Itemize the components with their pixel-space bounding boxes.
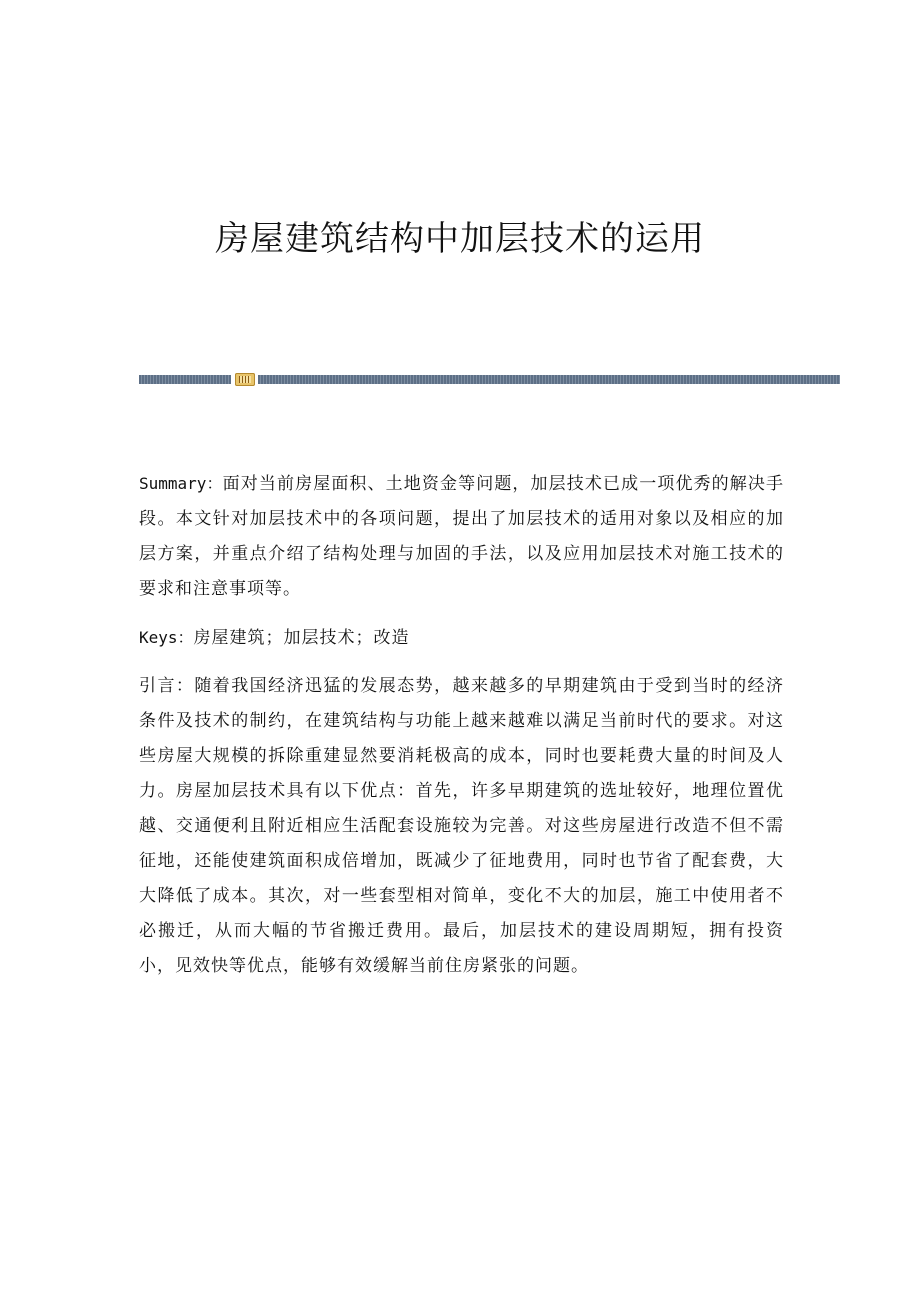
introduction-label: 引言： xyxy=(139,676,195,696)
keys-paragraph xyxy=(139,620,784,656)
document-body xyxy=(139,466,784,984)
introduction-text: 随着我国经济迅猛的发展态势，越来越多的早期建筑由于受到当时的经济条件及技术的制约，在建筑结构与功能上越来越难以满足当前时代的要求。对这些房屋大规模的拆除重建显然要消耗极高的成本，同时也要耗费大量的时间及人力。房屋加层技术具有以下优点：首先，许多早期建筑的选址较好，地理位置优越、交通便利且附近相应生活配套设施较为完善。对这些房屋进行改造不但不需征地，还能使建筑面积成倍增加，既减少了征地费用，同时也节省了配套费，大大降低了成本。其次，对一些套型相对简单，变化不大的加层，施工中使用者不必搬迁，从而大幅的节省搬迁费用。最后，加层技术的建设周期短，拥有投资小，见效快等优点，能够有效缓解当前住房紧张的问题。 xyxy=(139,676,785,976)
title-divider-left xyxy=(139,375,231,384)
summary-label: Summary： xyxy=(139,474,223,493)
introduction-paragraph xyxy=(139,669,784,984)
title-divider-right xyxy=(258,375,840,384)
divider-ornament-icon xyxy=(235,373,255,386)
keys-label: Keys： xyxy=(139,628,194,647)
summary-text: 面对当前房屋面积、土地资金等问题，加层技术已成一项优秀的解决手段。本文针对加层技术中的各项问题，提出了加层技术的适用对象以及相应的加层方案，并重点介绍了结构处理与加固的手法，以及应用加层技术对施工技术的要求和注意事项等。 xyxy=(139,474,784,599)
document-title: 房屋建筑结构中加层技术的运用 xyxy=(215,219,705,259)
summary-paragraph xyxy=(139,466,784,607)
keys-text: 房屋建筑；加层技术；改造 xyxy=(193,628,410,648)
